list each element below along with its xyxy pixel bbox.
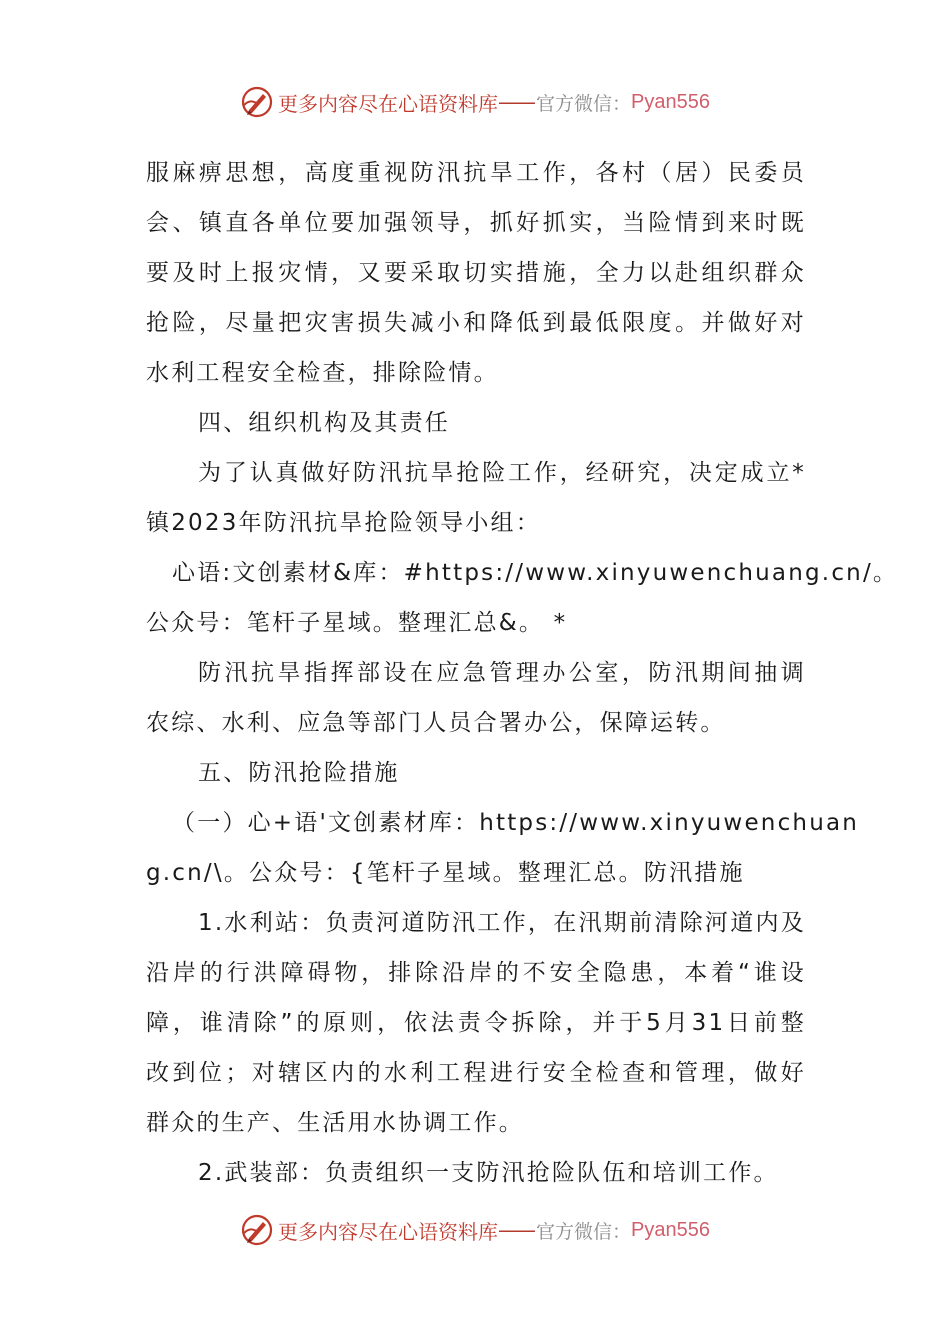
footer-dash: —— <box>498 1218 534 1242</box>
pen-logo-icon <box>240 85 274 119</box>
section-heading-5: 五、防汛抢险措施 <box>198 760 400 786</box>
body-line: 农综、水利、应急等部门人员合署办公，保障运转。 <box>146 710 726 736</box>
body-line: 水利工程安全检查，排除险情。 <box>146 360 499 386</box>
body-line: 会、镇直各单位要加强领导，抓好抓实，当险情到来时既 <box>146 210 806 236</box>
body-line: 沿岸的行洪障碍物，排除沿岸的不安全隐患，本着“谁设 <box>146 960 806 986</box>
footer-banner <box>0 1210 950 1250</box>
body-line: 为了认真做好防汛抗旱抢险工作，经研究，决定成立* <box>198 460 806 486</box>
watermark-line: 公众号：笔杆子星域。整理汇总&。 * <box>146 610 568 636</box>
header-dash: —— <box>498 90 534 114</box>
watermark-line: g.cn/\。公众号：{笔杆子星域。整理汇总。防汛措施 <box>146 860 745 886</box>
section-heading-4: 四、组织机构及其责任 <box>198 410 450 436</box>
body-line: 群众的生产、生活用水协调工作。 <box>146 1110 524 1136</box>
body-line: 镇2023年防汛抗旱抢险领导小组： <box>146 510 541 536</box>
body-line: 障，谁清除”的原则，依法责令拆除，并于5月31日前整 <box>146 1010 806 1036</box>
body-line: 抢险，尽量把灾害损失减小和降低到最低限度。并做好对 <box>146 310 806 336</box>
body-line: 防汛抗旱指挥部设在应急管理办公室，防汛期间抽调 <box>198 660 806 686</box>
header-wechat-label: 官方微信： <box>536 92 632 115</box>
watermark-line: 心语:文创素材&库：#https://www.xinyuwenchuang.cn/。 <box>172 560 899 586</box>
pen-logo-icon <box>240 1213 274 1247</box>
footer-wechat-label: 官方微信： <box>536 1220 632 1243</box>
header-brand-text: 更多内容尽在心语资料库 <box>278 91 498 116</box>
body-line: 服麻痹思想，高度重视防汛抗旱工作，各村（居）民委员 <box>146 160 806 186</box>
body-line: 要及时上报灾情，又要采取切实措施，全力以赴组织群众 <box>146 260 806 286</box>
body-line: 改到位；对辖区内的水利工程进行安全检查和管理，做好 <box>146 1060 806 1086</box>
header-banner <box>0 82 950 122</box>
watermark-line: （一）心+语'文创素材库：https://www.xinyuwenchuan <box>172 810 860 836</box>
footer-wechat-id: Pyan556 <box>631 1218 710 1241</box>
document-body <box>146 148 899 1198</box>
body-line: 2.武装部：负责组织一支防汛抢险队伍和培训工作。 <box>198 1160 779 1186</box>
header-wechat-id: Pyan556 <box>631 90 710 113</box>
body-line: 1.水利站：负责河道防汛工作，在汛期前清除河道内及 <box>198 910 806 936</box>
footer-brand-text: 更多内容尽在心语资料库 <box>278 1219 498 1244</box>
